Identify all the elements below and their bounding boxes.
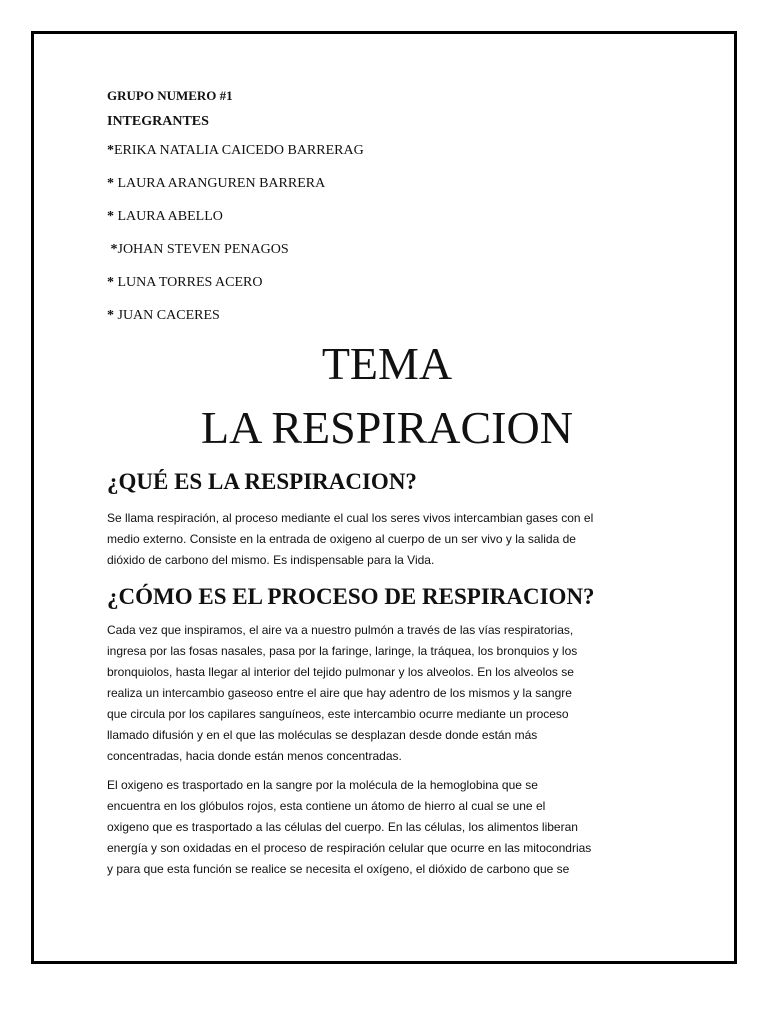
paragraph-line: realiza un intercambio gaseoso entre el aire que hay adentro de los mismos y la sangre (107, 686, 572, 700)
paragraph-line: encuentra en los glóbulos rojos, esta contiene un átomo de hierro al cual se une el (107, 799, 546, 813)
member-bullet: * (107, 242, 118, 257)
document-content (107, 88, 667, 880)
member-name: LAURA ABELLO (114, 209, 223, 224)
paragraph-line: oxigeno que es trasportado a las células del cuerpo. En las células, los alimentos liberan (107, 820, 578, 834)
section-heading-what-is: ¿QUÉ ES LA RESPIRACION? (107, 469, 417, 494)
member-item (107, 241, 667, 258)
member-bullet: * (107, 275, 114, 290)
paragraph-line: Se llama respiración, al proceso mediante el cual los seres vivos intercambian gases con el (107, 511, 594, 525)
member-item (107, 274, 667, 291)
member-name: LUNA TORRES ACERO (114, 275, 263, 290)
paragraph-line: medio externo. Consiste en la entrada de oxigeno al cuerpo de un ser vivo y la salida de (107, 532, 576, 546)
section-heading-process: ¿CÓMO ES EL PROCESO DE RESPIRACION? (107, 584, 595, 609)
member-name: JOHAN STEVEN PENAGOS (117, 242, 289, 257)
paragraph-line: bronquiolos, hasta llegar al interior del tejido pulmonar y los alveolos. En los alveolos se (107, 665, 574, 679)
member-name: JUAN CACERES (114, 308, 220, 323)
paragraph-definition (107, 508, 667, 571)
paragraph-line: Cada vez que inspiramos, el aire va a nuestro pulmón a través de las vías respiratorias, (107, 623, 574, 637)
paragraph-oxygen (107, 775, 667, 880)
paragraph-line: que circula por los capilares sanguíneos, este intercambio ocurre mediante un proceso (107, 707, 569, 721)
paragraph-line: ingresa por las fosas nasales, pasa por la faringe, laringe, la tráquea, los bronquios y los (107, 644, 578, 658)
theme-title: TEMA (321, 338, 453, 389)
member-item (107, 307, 667, 324)
member-item (107, 175, 667, 192)
paragraph-line: dióxido de carbono del mismo. Es indispensable para la Vida. (107, 553, 435, 567)
member-bullet: * (107, 308, 114, 323)
theme-subtitle: LA RESPIRACION (201, 402, 573, 453)
member-item (107, 208, 667, 225)
paragraph-line: llamado difusión y en el que las moléculas se desplazan desde donde están más (107, 728, 538, 742)
paragraph-line: concentradas, hacia donde están menos concentradas. (107, 749, 402, 763)
member-name: LAURA ARANGUREN BARRERA (114, 176, 326, 191)
paragraph-process (107, 620, 667, 767)
member-bullet: * (107, 176, 114, 191)
paragraph-line: y para que esta función se realice se necesita el oxígeno, el dióxido de carbono que se (107, 862, 570, 876)
paragraph-line: energía y son oxidadas en el proceso de respiración celular que ocurre en las mitocondrias (107, 841, 592, 855)
member-bullet: * (107, 143, 114, 158)
paragraph-line: El oxigeno es trasportado en la sangre por la molécula de la hemoglobina que se (107, 778, 538, 792)
member-bullet: * (107, 209, 114, 224)
group-title: GRUPO NUMERO #1 (107, 88, 233, 103)
member-name: ERIKA NATALIA CAICEDO BARRERAG (114, 143, 364, 158)
member-item (107, 142, 667, 159)
members-title: INTEGRANTES (107, 114, 209, 129)
